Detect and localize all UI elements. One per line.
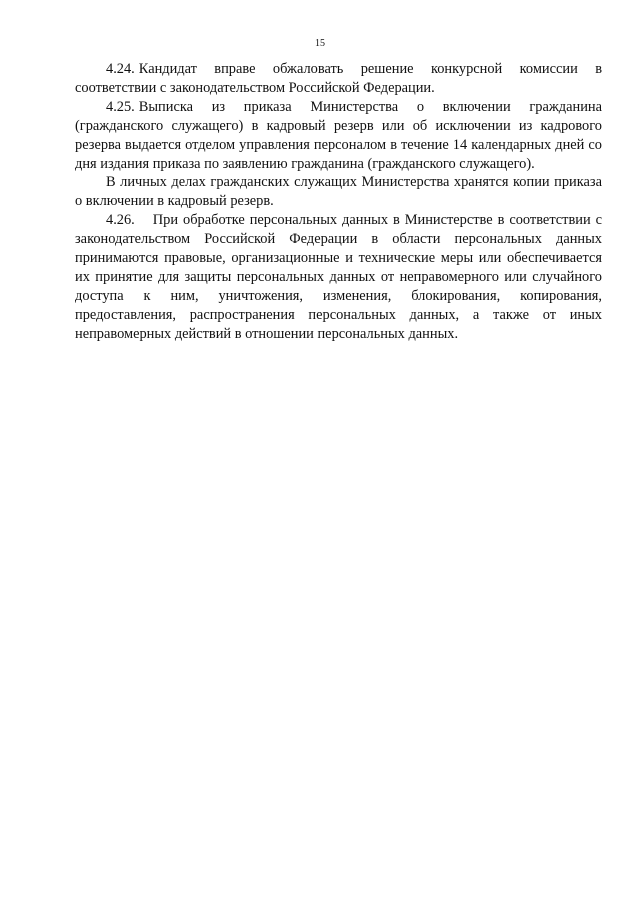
paragraph-number: 4.26.	[106, 212, 135, 229]
paragraph-text: При обработке персональных данных в Министерстве в соответствии с законодательством Российской Федерации в области персональных данных принимаются правовые, организационные и технические меры или обеспечивается их принятие для защиты персональных данных от неправомерного или случайного доступа к ним, уничтожения, изменения, блокирования, копирования, предоставления, распространения персональных данных, а также от иных неправомерных действий в отношении персональных данных.	[75, 212, 602, 342]
paragraph-number: 4.25.	[106, 98, 135, 115]
paragraph-text: Выписка из приказа Министерства о включении гражданина (гражданского служащего) в кадровый резерв или об исключении из кадрового резерва выдается отделом управления персоналом в течение 14 календарных дней со дня издания приказа по заявлению гражданина (гражданского служащего).	[75, 98, 602, 172]
paragraph-number: 4.24.	[106, 61, 135, 77]
paragraph-personal-files	[75, 173, 602, 211]
paragraph-text: В личных делах гражданских служащих Министерства хранятся копии приказа о включении в кадровый резерв.	[75, 174, 602, 210]
paragraph-4-26	[75, 211, 602, 343]
page-number: 15	[315, 38, 325, 49]
document-body	[75, 60, 602, 344]
paragraph-4-25	[75, 98, 602, 174]
paragraph-text: Кандидат вправе обжаловать решение конкурсной комиссии в соответствии с законодательством Российской Федерации.	[75, 61, 602, 96]
paragraph-4-24	[75, 60, 602, 98]
